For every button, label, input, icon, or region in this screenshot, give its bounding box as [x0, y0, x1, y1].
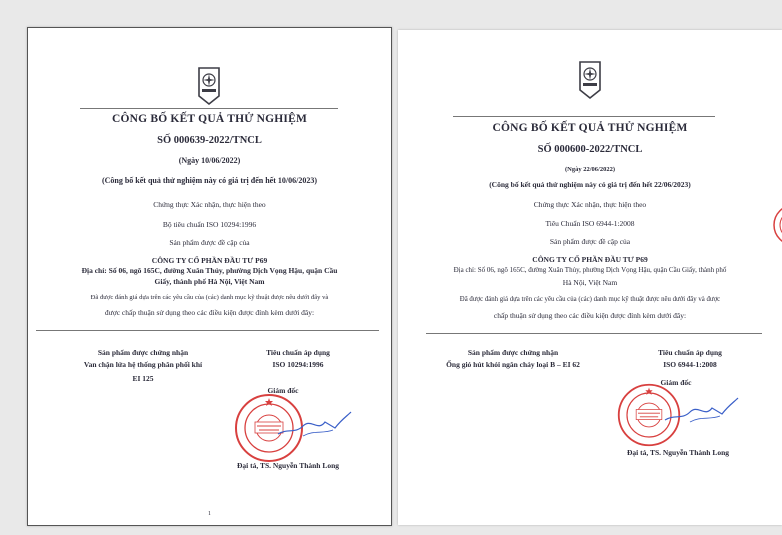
header-rule: [80, 108, 338, 109]
partial-seal-edge: [770, 185, 782, 265]
product-header: Sản phẩm được chứng nhận: [97, 348, 189, 357]
company-name: CÔNG TY CỔ PHẦN ĐẦU TƯ P69: [151, 256, 268, 265]
product-class: EI 125: [132, 374, 154, 383]
validity-note: (Công bố kết quả thử nghiệm này có giá trị đến hết 22/06/2023): [489, 180, 691, 189]
basis-line: Chứng thực Xác nhận, thực hiện theo: [153, 200, 266, 209]
product-intro: Sản phẩm được đề cập của: [549, 237, 631, 246]
address-line-1: Địa chỉ: Số 06, ngõ 165C, đường Xuân Thủy, phường Dịch Vọng Hậu, quận Cầu Giấy, thành phố: [453, 266, 727, 274]
product-value: Van chặn lửa hệ thống phân phối khí: [83, 360, 203, 369]
document-number: SỐ 000639-2022/TNCL: [157, 135, 262, 146]
assessment-line-1: Đã được đánh giá dựa trên các yêu cầu của (các) danh mục kỹ thuật được nêu dưới đây và được: [459, 296, 721, 303]
agency-logo-icon: [196, 66, 222, 106]
product-intro: Sản phẩm được đề cập của: [169, 238, 250, 247]
address-line-2: Hà Nội, Việt Nam: [562, 278, 618, 287]
document-title: CÔNG BỐ KẾT QUẢ THỬ NGHIỆM: [492, 122, 688, 134]
signer-name: Đại tá, TS. Nguyễn Thành Long: [236, 461, 340, 470]
address-line-2: Giấy, thành phố Hà Nội, Việt Nam: [154, 277, 265, 286]
product-header: Sản phẩm được chứng nhận: [467, 348, 559, 357]
company-name: CÔNG TY CỔ PHẦN ĐẦU TƯ P69: [532, 255, 648, 264]
product-value: Ống gió hút khói ngăn cháy loại B – EI 62: [446, 360, 580, 369]
signature: [660, 390, 740, 430]
address-line-1: Địa chỉ: Số 06, ngõ 165C, đường Xuân Thủy, phường Dịch Vọng Hậu, quận Cầu: [81, 266, 338, 275]
basis-line: Chứng thực Xác nhận, thực hiện theo: [533, 200, 647, 209]
standard-line: Bộ tiêu chuẩn ISO 10294:1996: [162, 220, 257, 229]
signer-name: Đại tá, TS. Nguyễn Thành Long: [626, 448, 730, 457]
validity-note: (Công bố kết quả thử nghiệm này có giá trị đến hết 10/06/2023): [101, 176, 318, 185]
director-title: Giám đốc: [660, 378, 692, 387]
document-number: SỐ 000600-2022/TNCL: [537, 144, 643, 155]
standard-value: ISO 6944-1:2008: [663, 360, 717, 369]
header-rule: [453, 116, 715, 117]
certificate-page-left: [27, 27, 392, 526]
standard-header: Tiêu chuẩn áp dụng: [658, 348, 722, 357]
director-title: Giám đốc: [267, 386, 299, 395]
document-date: (Ngày 22/06/2022): [564, 166, 615, 173]
section-rule: [426, 333, 762, 334]
assessment-line-2: chấp thuận sử dụng theo các điều kiện được đính kèm dưới đây:: [493, 311, 687, 320]
certificate-page-right: [398, 30, 782, 525]
page-number: 1: [208, 511, 211, 517]
assessment-line-1: Đã được đánh giá dựa trên các yêu cầu của (các) danh mục kỹ thuật được nêu dưới đây và: [90, 294, 329, 301]
standard-value: ISO 10294:1996: [272, 360, 324, 369]
document-title: CÔNG BỐ KẾT QUẢ THỬ NGHIỆM: [111, 113, 308, 125]
standard-line: Tiêu Chuẩn ISO 6944-1:2008: [545, 219, 635, 228]
assessment-line-2: được chấp thuận sử dụng theo các điều kiện được đính kèm dưới đây:: [104, 308, 315, 317]
section-rule: [36, 330, 379, 331]
standard-header: Tiêu chuẩn áp dụng: [266, 348, 330, 357]
document-date: (Ngày 10/06/2022): [178, 156, 241, 165]
signature: [273, 404, 353, 444]
agency-logo-icon: [577, 60, 603, 100]
